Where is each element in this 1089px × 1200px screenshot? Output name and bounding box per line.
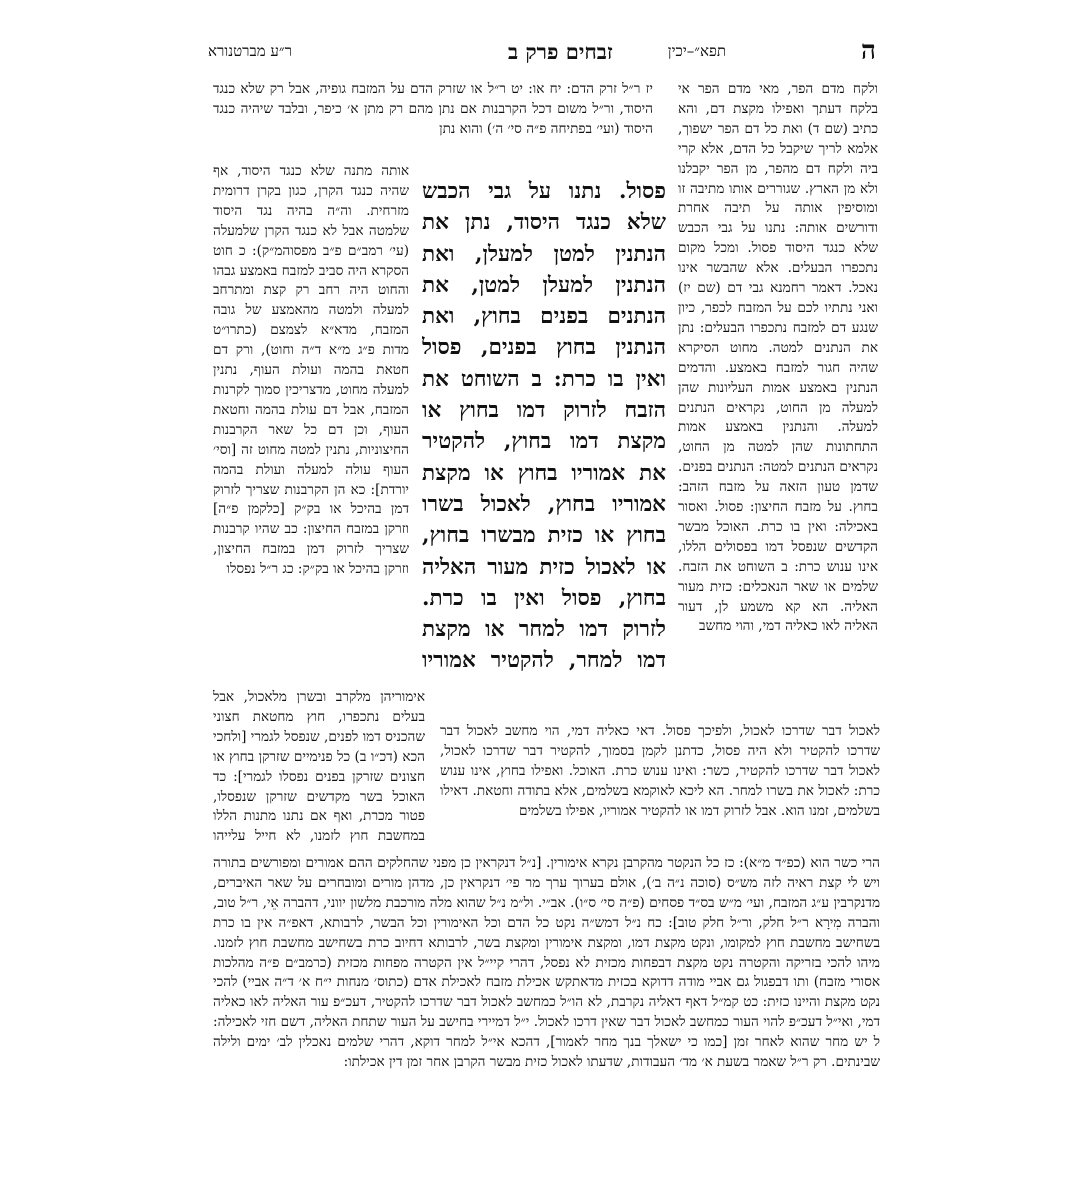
running-head-commentary: ר״ע מברטנורא — [208, 42, 292, 60]
tosafot-yomtov-bottom — [213, 854, 880, 1162]
tosafot-text-side: אותה מתנה שלא כנגד היסוד, אף שהיה כנגד הקרן, כגון בקרן דרומית מזרחית. וה״ה בהיה נגד היסוד שלמטה אבל לא כנגד הקרן שלמעלה (עי׳ רמב״ם פ״ב מפסוהמ״ק): כ חוט הסקרא היה סביב למזבח באמצע גבהו והחוט היה רחב רק קצת ומתרחב למעלה ולמטה מהאמצע של גובה המזבח, מדא״א לצמצם (כתרו״ט מדות פ״ג מ״א ד״ה וחוט), ורק דם חטאת בהמה ועולת העוף, נתנין למעלה מחוט, מדצריכין סמוך לקרנות המזבח, אבל דם עולת בהמה וחטאת העוף, וכן דם כל שאר הקרבנות החיצוניות, נתנין למטה מחוט זה [וסי׳ העוף עולה למעלה ועולת בהמה יורדת]: כא הן הקרבנות שצריך לזרוק דמן בהיכל או בק״ק [כלקמן פ״ה] וזרקן במזבח החיצון: כב שהיו קרבנות שצריך לזרוק דמן במזבח החיצון, וזרקן בהיכל או בק״ק: כג ר״ל נפסלו — [213, 163, 409, 578]
page-header — [208, 36, 876, 70]
page-leaf-number: ה — [861, 36, 876, 66]
mishna-text-block — [422, 176, 666, 680]
bartenura-commentary — [678, 80, 878, 720]
bartenura-text: ולקח מדם הפר, מאי מדם הפר אי בלקח דעתך ואפילו מקצת דם, והא כתיב (שם ד) ואת כל דם הפר ישפוך, אלמא לריך שיקבל כל הדם, אלא קרי ביה ולקח דם מהפר, מן הפר יקבלנו ולא מן הארץ. שגוררים אותו מתיבה זו ומוסיפין אותה על תיבה אחרת ודורשים אותה: נתנו על גבי הכבש שלא כנגד היסוד פסול. ומכל מקום נתכפרו הבעלים. אלא שהבשר אינו נאכל. דאמר רחמנא גבי דם (שם יז) ואני נתתיו לכם על המזבח לכפר, כיון שנגע דם למזבח נתכפרו הבעלים: נתן את הנתנים למטה. מחוט הסיקרא שהיה חגור למזבח באמצע. והדמים הנתנין באמצע אמות העליונות שהן למעלה מן החוט, נקראים הנתנים למעלה. והנתנין באמצע אמות התחתונות שהן למטה מן החוט, נקראים הנתנים למטה: הנתנים בפנים. שדמן טעון הזאה על מזבח הזהב: בחוץ. על מזבח החיצון: פסול. ואסור באכילה: ואין בו כרת. האוכל מבשר הקדשים שנפסל דמו בפסולים הללו, אינו ענוש כרת: ב השוחט את הזבח. שלמים או שאר הנאכלים: כזית מעור האליה. הא קא משמע לן, דעור האליה לאו כאליה דמי, והוי מחשב — [678, 81, 878, 635]
tosafot-yomtov-top — [213, 80, 653, 162]
tosafot-text-mid: אימוריהן מלקרב ובשרן מלאכול, אבל בעלים נתכפרו, חוץ מחטאת חצוני שהכניס דמו לפנים, שנפסל לגמרי [ולחכי הכא (דכ״ו ב) כל פנימיים שזרקן בחוץ או חצונים שזרקן בפנים נפסלו לגמרי]: כד האוכל בשר מקדשים שזרקן שנפסלו, פטור מכרת, ואף אם נתנו מתנות הללו במחשבת חוץ לזמנו, לא חייל עלייהו — [213, 689, 425, 844]
running-head-range: תפא״–יכין — [667, 42, 726, 60]
tosafot-text-bottom: הרי כשר הוא (כפ״ד מ״א): כז כל הנקטר מהקרבן נקרא אימורין. [נ״ל דנקראין כן מפני שהחלקים ההם אמורים ומפורשים בתורה ויש לי קצת ראיה לזה מש״ס (סוכה נ״ה ב׳), אולם בערוך ערך מר פי׳ דנקראין כן, מדהן מורים ומובחרים על שאר האיברים, מדנקרבין ע״ג המזבח, ועי׳ מ״ש בס״ד פסחים (פ״ה סי׳ ס״ו). אב״י. ול״מ נ״ל שהוא מלה מורכבת מלשון יווני, דהברה אֵי, ר״ל טוב, והברה מִירָא ר״ל חלק, ור״ל חלק טוב]: כח נ״ל דמש״ה נקט כל הדם וכל האימורין וכל הבשר, לרבותא, דאפ״ה אין בו כרת בשחישב מחשבת חוץ למקומו, ונקט מקצת דמו, ומקצת אימורין ומקצת בשר, לרבותא דחיוב כרת בשחישב מחשבת חוץ לזמנו. מיהו להכי בזריקה והקטרה נקט מקצת דבפחות מכזית לא נפסל, דהרי קיי״ל אין הקטרה מפחות מכזית (כרמב״ם פ״ה מהלכות אסורי מזבח) ותו דבפגול גם אביי מודה דדוקא בכזית מדאתקש אכילת מזבח לאכילת אדם (כתוס׳ מנחות י״ח א׳ ד״ה אביי) להכי נקט מקצת והיינו כזית: כט קמ״ל דאף דאליה נקרבת, לא הו״ל כמחשב לאכול דבר שדרכו להקטיר, דעכ״פ עור האליה לאו כאליה דמי, ואי״ל דעכ״פ להוי העור כמחשב לאכול דבר שאין דרכו לאכול. י״ל דמיירי בחישב על העור שתחת האליה, דשם חזי לאכילה: ל יש מחר שהוא לאחר זמן [כמו כי ישאלך בנך מחר לאמור], דהכא אי״ל למחר דוקא, דהרי שלמים נאכלין לב׳ ימים ולילה שבינתים. רק ר״ל שאמר בשעת א׳ מד׳ העבודות, שדעתו לאכול כזית מבשר הקרבן אחר זמן דין אכילתו: — [213, 855, 880, 1071]
tosafot-text-top: יז ר״ל זרק הדם: יח או: יט ר״ל או שזרק הדם על המזבח גופיה, אבל רק שלא כנגד היסוד, ור״ל משום דכל הקרבנות אם נתן מהם רק מתן א׳ כיפר, ובלבד שיהיה כנגד היסוד (ועי׳ בפתיחה פ״ה סי׳ ה׳) והוא נתן — [213, 81, 653, 137]
tosafot-yomtov-mid — [213, 688, 425, 844]
tosafot-yomtov-side — [213, 162, 409, 682]
bartenura-text-continued: לאכול דבר שדרכו לאכול, ולפיכך פסול. דאי כאליה דמי, הוי מחשב לאכול דבר שדרכו להקטיר ולא היה פסול, כדתנן לקמן בסמוך, להקטיר דבר שדרכו לאכול, לאכול דבר שדרכו להקטיר, כשר: ואינו ענוש כרת. האוכל. ואפילו בחוץ, אינו ענוש כרת: לאכול את בשרו למחר. הא ליכא לאוקמא בשלמים, אלא בתודה וחטאת. דאילו בשלמים, זמנו הוא. אבל לזרוק דמו או להקטיר אמוריו, אפילו בשלמים — [440, 723, 880, 819]
bartenura-commentary-continued — [440, 722, 880, 844]
mishna-text: פסול. נתנו על גבי הכבש שלא כנגד היסוד, נתן את הנתנין למטן למעלן, ואת הנתנין למעלן למטן, את הנתנים בפנים בחוץ, ואת הנתנין בחוץ בפנים, פסול ואין בו כרת: ב השוחט את הזבח לזרוק דמו בחוץ או מקצת דמו בחוץ, להקטיר את אמוריו בחוץ או מקצת אמוריו בחוץ, לאכול בשרו בחוץ או כזית מבשרו בחוץ, או לאכול כזית מעור האליה בחוץ, פסול ואין בו כרת. לזרוק דמו למחר או מקצת דמו למחר, להקטיר אמוריו — [422, 179, 666, 674]
running-head-title: זבחים פרק ב — [508, 39, 613, 64]
